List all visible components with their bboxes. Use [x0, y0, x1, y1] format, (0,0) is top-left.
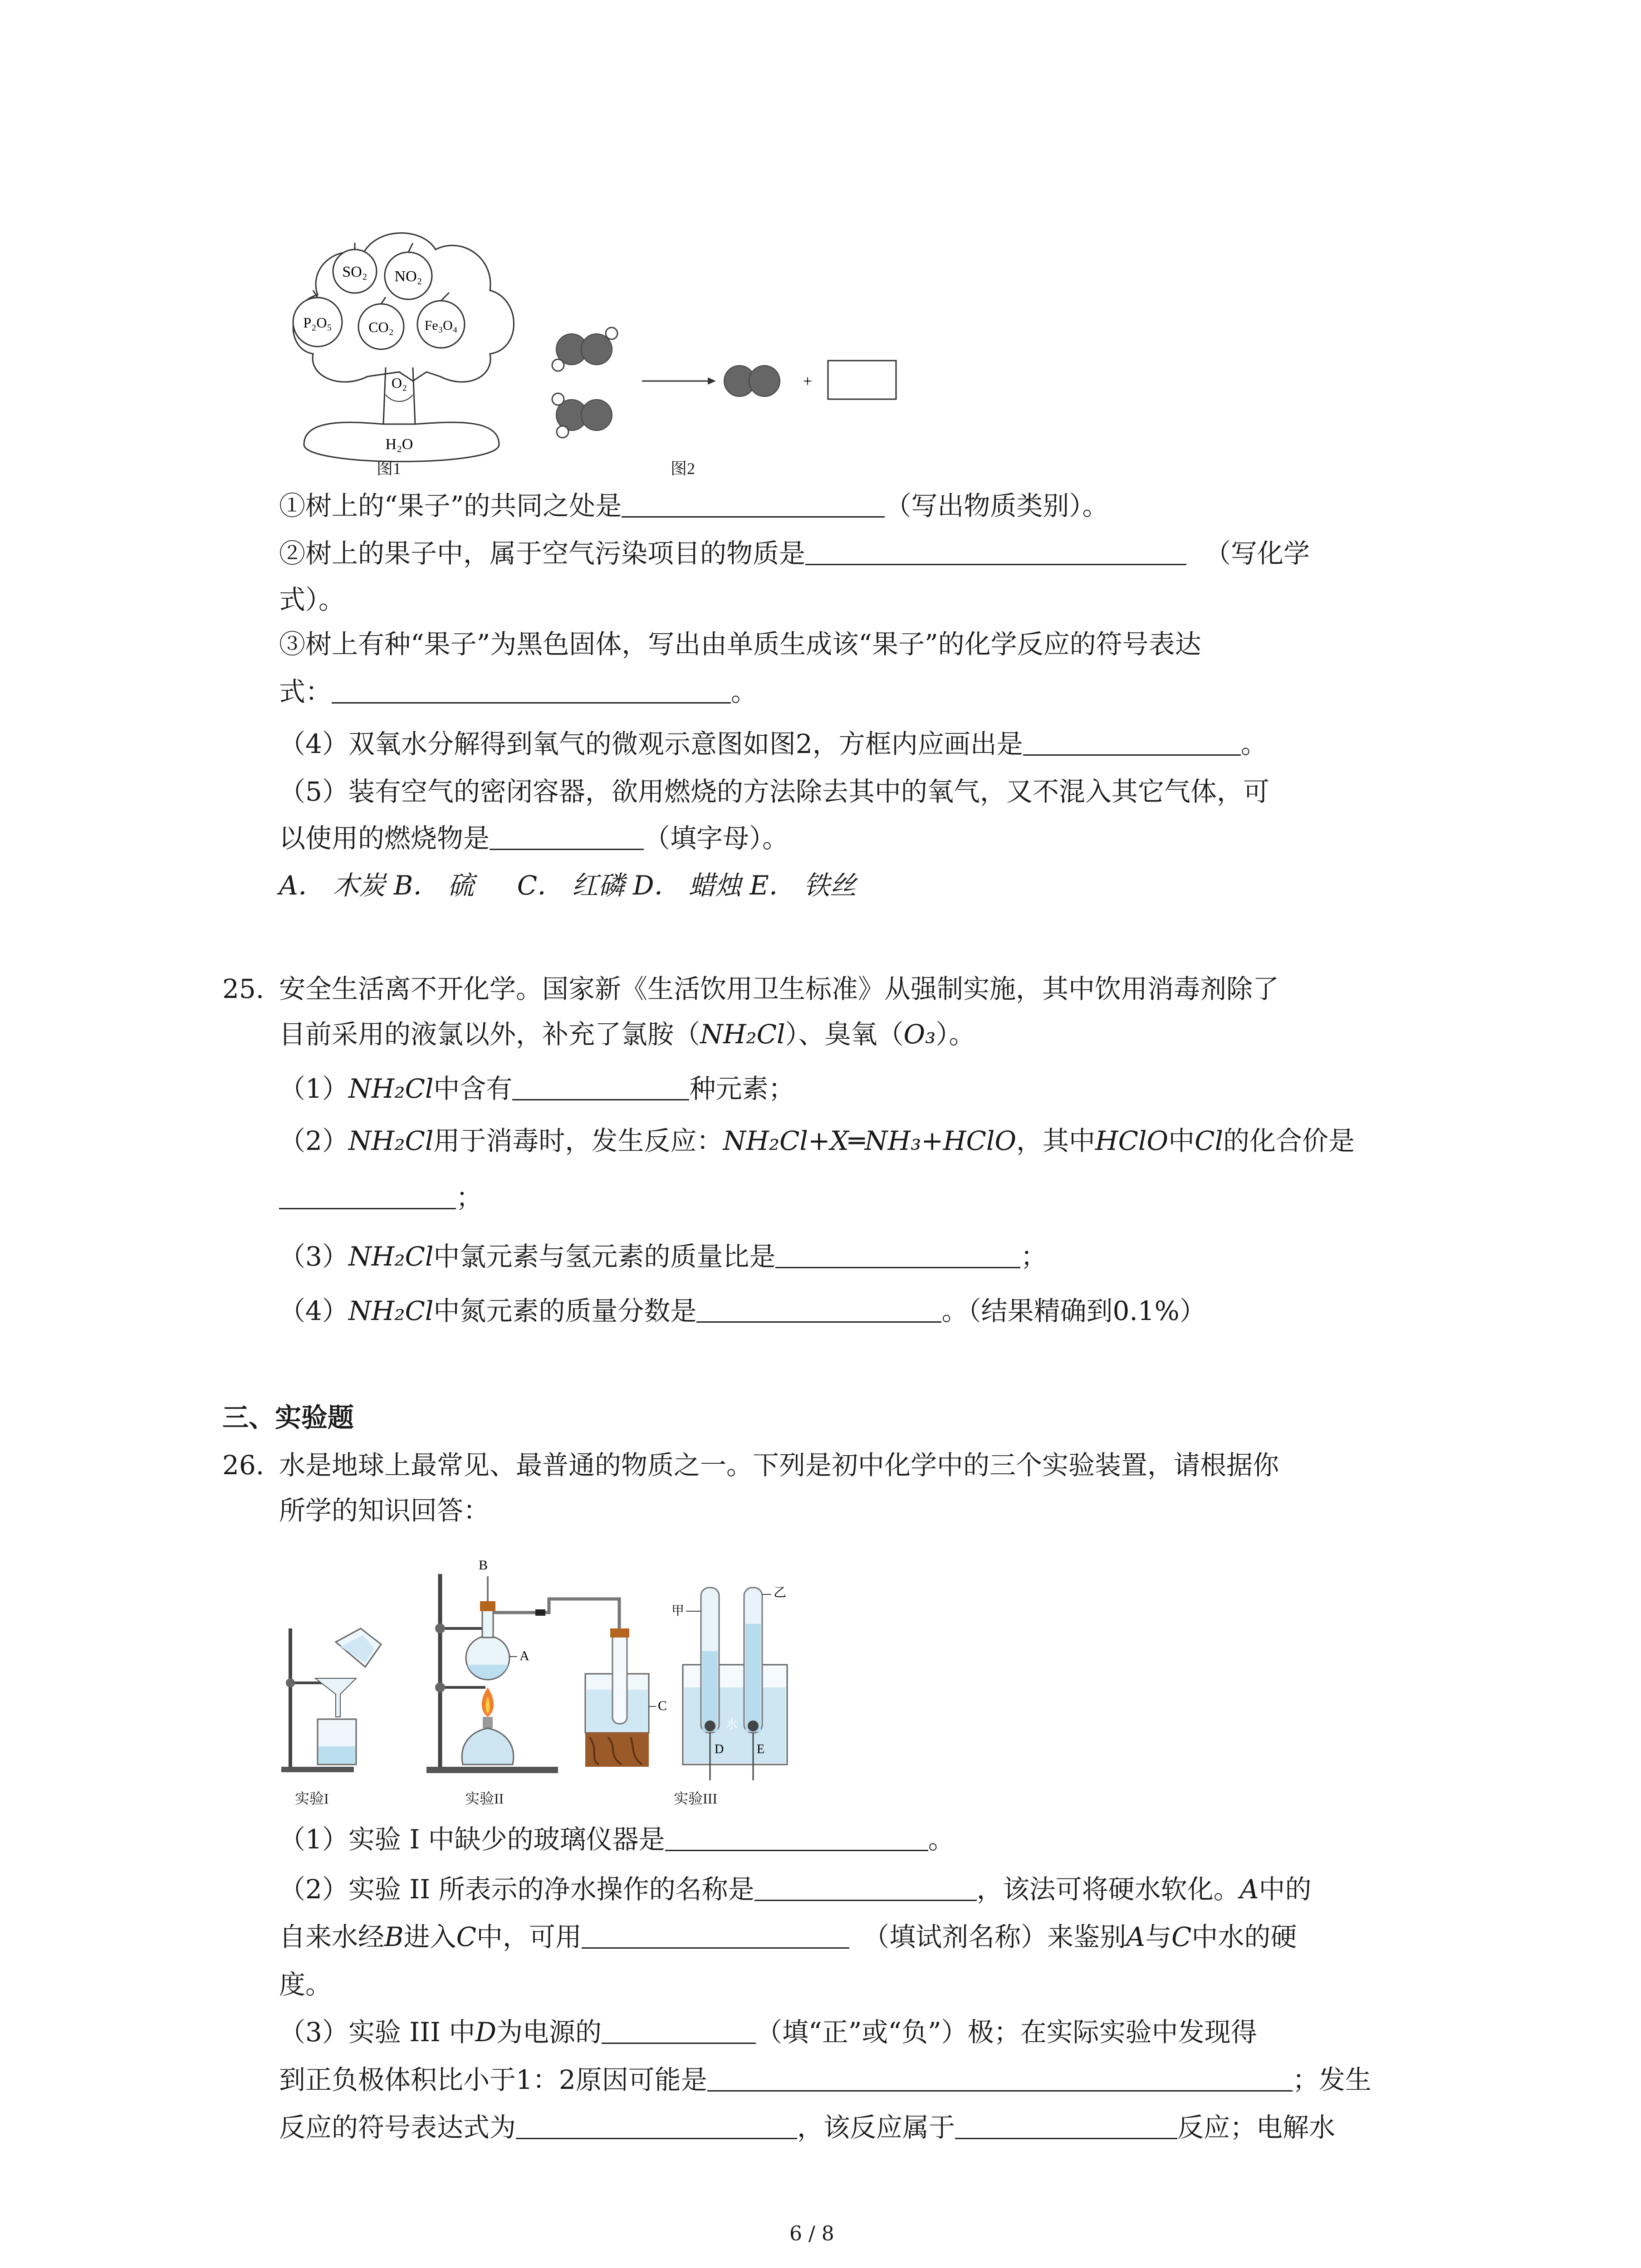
q26-part3: （3）实验 III 中D为电源的 （填“正”或“负”）极；在实际实验中发现得	[279, 2017, 1257, 2048]
fruit-so2: SO₂	[342, 264, 367, 280]
q26-blank-1[interactable]	[665, 1823, 928, 1851]
label-B: B	[478, 1558, 488, 1573]
q24-sub3: ③树上有种“果子”为黑色固体，写出由单质生成该“果子”的化学反应的符号表达	[279, 629, 1201, 660]
q25-stem-2: 目前采用的液氯以外，补充了氯胺（NH₂Cl）、臭氧（O₃）。	[279, 1019, 975, 1050]
q26-stem-1: 水是地球上最常见、最普通的物质之一。下列是初中化学中的三个实验装置，请根据你	[279, 1450, 1279, 1481]
q26-part3-cont: 到正负极体积比小于1：2原因可能是 ；发生	[279, 2064, 1372, 2095]
q26-blank-3[interactable]	[582, 1921, 849, 1949]
q24-sub3-cont: 式： 。	[279, 676, 758, 707]
q25-number: 25.	[222, 973, 265, 1004]
label-jia: 甲	[671, 1603, 685, 1618]
caption-exp2: 实验II	[465, 1790, 504, 1807]
q25-part4: （4）NH₂Cl中氮元素的质量分数是 。（结果精确到0.1%）	[279, 1295, 1206, 1326]
q24-blank-1[interactable]	[622, 490, 885, 518]
q25-part1: （1）NH₂Cl中含有 种元素；	[279, 1073, 795, 1104]
q26-part2-end: 度。	[279, 1969, 332, 2000]
q25-blank-2[interactable]	[279, 1182, 456, 1209]
figure-1-caption: 图1	[377, 459, 402, 478]
q25-part3: （3）NH₂Cl中氯元素与氢元素的质量比是 ；	[279, 1241, 1047, 1272]
q24-options: A． 木炭 B． 硫 C． 红磷 D． 蜡烛 E． 铁丝	[279, 870, 857, 901]
q24-blank-4[interactable]	[1023, 728, 1241, 756]
q24-sub2-cont: 式）。	[279, 584, 345, 615]
figure-2-caption: 图2	[671, 459, 696, 478]
q26-part3-end: 反应的符号表达式为 ，该反应属于 反应；电解水	[279, 2112, 1336, 2143]
q24-blank-2[interactable]	[805, 538, 1186, 565]
q24-part5: （5）装有空气的密闭容器，欲用燃烧的方法除去其中的氧气，又不混入其它气体，可	[279, 776, 1269, 807]
q24-blank-5[interactable]	[490, 822, 644, 850]
plus-sign: +	[803, 372, 813, 390]
q24-sub2: ②树上的果子中，属于空气污染项目的物质是 （写化学	[279, 538, 1310, 569]
q25-part2: （2）NH₂Cl用于消毒时，发生反应：NH₂Cl+X═NH₃+HClO，其中HClO中Cl的化合价是	[279, 1125, 1355, 1156]
label-yi: 乙	[774, 1585, 787, 1600]
q26-stem-2: 所学的知识回答：	[279, 1495, 490, 1526]
q25-stem-1: 安全生活离不开化学。国家新《生活饮用卫生标准》从强制实施，其中饮用消毒剂除了	[279, 973, 1279, 1004]
q24-part5-cont: 以使用的燃烧物是 （填字母）。	[279, 823, 789, 854]
q26-blank-7[interactable]	[955, 2112, 1177, 2139]
caption-exp1: 实验I	[295, 1790, 329, 1807]
q26-number: 26.	[222, 1450, 265, 1481]
fruit-no2: NO₂	[394, 268, 422, 285]
fruit-p2o5: P₂O₅	[303, 314, 332, 331]
section-title: 三、实验题	[222, 1402, 354, 1433]
label-A: A	[519, 1648, 529, 1663]
q24-sub1: ①树上的“果子”的共同之处是 （写出物质类别）。	[279, 490, 1109, 521]
label-C: C	[658, 1698, 667, 1713]
figure-1-tree	[277, 218, 531, 472]
fruit-fe3o4: Fe₃O₄	[424, 318, 458, 333]
q26-part2-cont: 自来水经B进入C中，可用 （填试剂名称）来鉴别A与C中水的硬	[279, 1921, 1297, 1952]
root-label: H₂O	[385, 436, 413, 453]
q26-blank-2[interactable]	[754, 1873, 977, 1901]
q26-blank-5[interactable]	[707, 2064, 1293, 2092]
q24-part4: （4）双氧水分解得到氧气的微观示意图如图2，方框内应画出是 。	[279, 728, 1267, 759]
caption-exp3: 实验III	[674, 1790, 717, 1807]
q26-blank-6[interactable]	[516, 2112, 797, 2139]
figure-apparatus	[272, 1538, 798, 1783]
answer-box	[828, 361, 896, 399]
fruit-co2: CO₂	[368, 319, 394, 335]
q24-blank-3[interactable]	[332, 676, 731, 704]
q26-part2: （2）实验 II 所表示的净水操作的名称是 ，该法可将硬水软化。A中的	[279, 1874, 1312, 1905]
q26-blank-4[interactable]	[602, 2016, 756, 2044]
label-water: 水	[725, 1718, 738, 1731]
trunk-label: O₂	[391, 375, 407, 391]
q26-part1: （1）实验 I 中缺少的玻璃仪器是 。	[279, 1824, 955, 1855]
q25-blank-3[interactable]	[775, 1241, 1020, 1268]
q25-part2-cont: ；	[279, 1179, 482, 1216]
label-D: D	[715, 1742, 724, 1756]
page-number: 6 / 8	[789, 2222, 834, 2245]
q25-blank-4[interactable]	[696, 1295, 941, 1323]
q25-blank-1[interactable]	[512, 1073, 689, 1100]
label-E: E	[757, 1742, 765, 1756]
figure-2-molecules	[544, 313, 907, 463]
